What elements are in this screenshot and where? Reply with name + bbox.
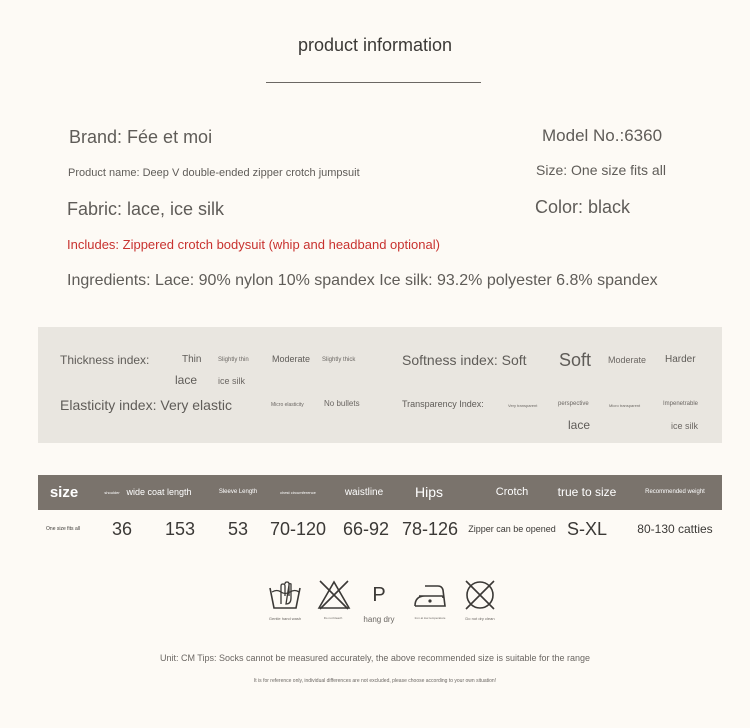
cell-shoulder: 36 [111,519,133,539]
header-waistline: waistline [344,487,384,498]
cell-chest: 70-120 [269,519,327,539]
index-panel [38,327,722,443]
header-crotch: Crotch [495,486,529,498]
cell-true-to-size: S-XL [566,519,608,539]
care-label-iron: Iron at low temperature [414,616,446,620]
brand-text: Brand: Fée et moi [69,127,213,147]
care-label-no-dry-clean: Do not dry clean [465,616,495,621]
cell-hips: 78-126 [401,519,459,539]
size-table-header [38,475,722,510]
footer-tip: Unit: CM Tips: Socks cannot be measured accurately, the above recommended size is suitable for the range [159,653,591,663]
fabric-text: Fabric: lace, ice silk [67,199,225,219]
size-text: Size: One size fits all [536,162,666,178]
softness-option-harder: Harder [665,354,696,365]
iron-low-icon [413,578,447,612]
color-text: Color: black [535,197,631,217]
cell-crotch: Zipper can be opened [468,524,556,534]
care-label-no-bleach: Do not bleach [323,616,343,620]
header-true-to-size: true to size [557,485,617,499]
hand-wash-icon [268,578,302,612]
transparency-option-very: Very transparent [508,403,538,408]
ingredients-text: Ingredients: Lace: 90% nylon 10% spandex Ice silk: 93.2% polyester 6.8% spandex [67,272,658,289]
cell-coat-length: 153 [164,519,196,539]
softness-label: Softness index: Soft [402,352,527,368]
header-hips: Hips [414,484,443,500]
thickness-option-moderate: Moderate [272,354,311,364]
header-shoulder: shoulder [104,490,120,495]
header-coat-length: wide coat length [126,487,192,497]
transparency-mark-ice-silk: ice silk [671,421,699,431]
header-size: size [49,484,79,501]
model-text: Model No.:6360 [542,126,663,145]
thickness-option-slightly-thick: Slightly thick [322,357,356,363]
softness-option-soft: Soft [559,350,592,370]
care-label-hang-dry: hang dry [363,615,395,624]
title-divider [266,82,481,83]
header-sleeve-length: Sleeve Length [218,489,258,495]
thickness-option-slightly-thin: Slightly thin [218,357,249,363]
header-chest: chest circumference [280,490,316,495]
thickness-mark-lace: lace [175,373,198,387]
cell-size: One size fits all [46,526,80,532]
no-dry-clean-icon [463,578,497,612]
hang-dry-icon: P [372,584,386,606]
elasticity-option-micro: Micro elasticity [271,402,304,408]
cell-sleeve-length: 53 [227,519,249,539]
includes-text: Includes: Zippered crotch bodysuit (whip and headband optional) [67,237,440,252]
page-title: product information [297,35,453,55]
cell-recommended-weight: 80-130 catties [637,522,713,536]
transparency-option-perspective: perspective [558,401,589,407]
thickness-label: Thickness index: [60,353,150,367]
elasticity-option-none: No bullets [324,399,360,408]
softness-option-moderate: Moderate [608,355,647,365]
footer-note: It is for reference only, individual differences are not excluded, please choose according to your own situation! [253,678,497,684]
transparency-label: Transparency Index: [402,399,484,409]
no-bleach-icon [317,578,351,612]
header-recommended-weight: Recommended weight [645,489,705,495]
transparency-mark-lace: lace [568,418,591,432]
thickness-option-thin: Thin [182,354,202,365]
thickness-mark-ice-silk: ice silk [218,376,246,386]
elasticity-label: Elasticity index: Very elastic [60,397,232,413]
transparency-option-impenetrable: Impenetrable [663,401,699,407]
care-label-hand-wash: Gentle hand wash [268,616,302,621]
transparency-option-micro: Micro transparent [609,403,641,408]
cell-waistline: 66-92 [342,519,390,539]
product-name-text: Product name: Deep V double-ended zipper crotch jumpsuit [68,167,360,179]
